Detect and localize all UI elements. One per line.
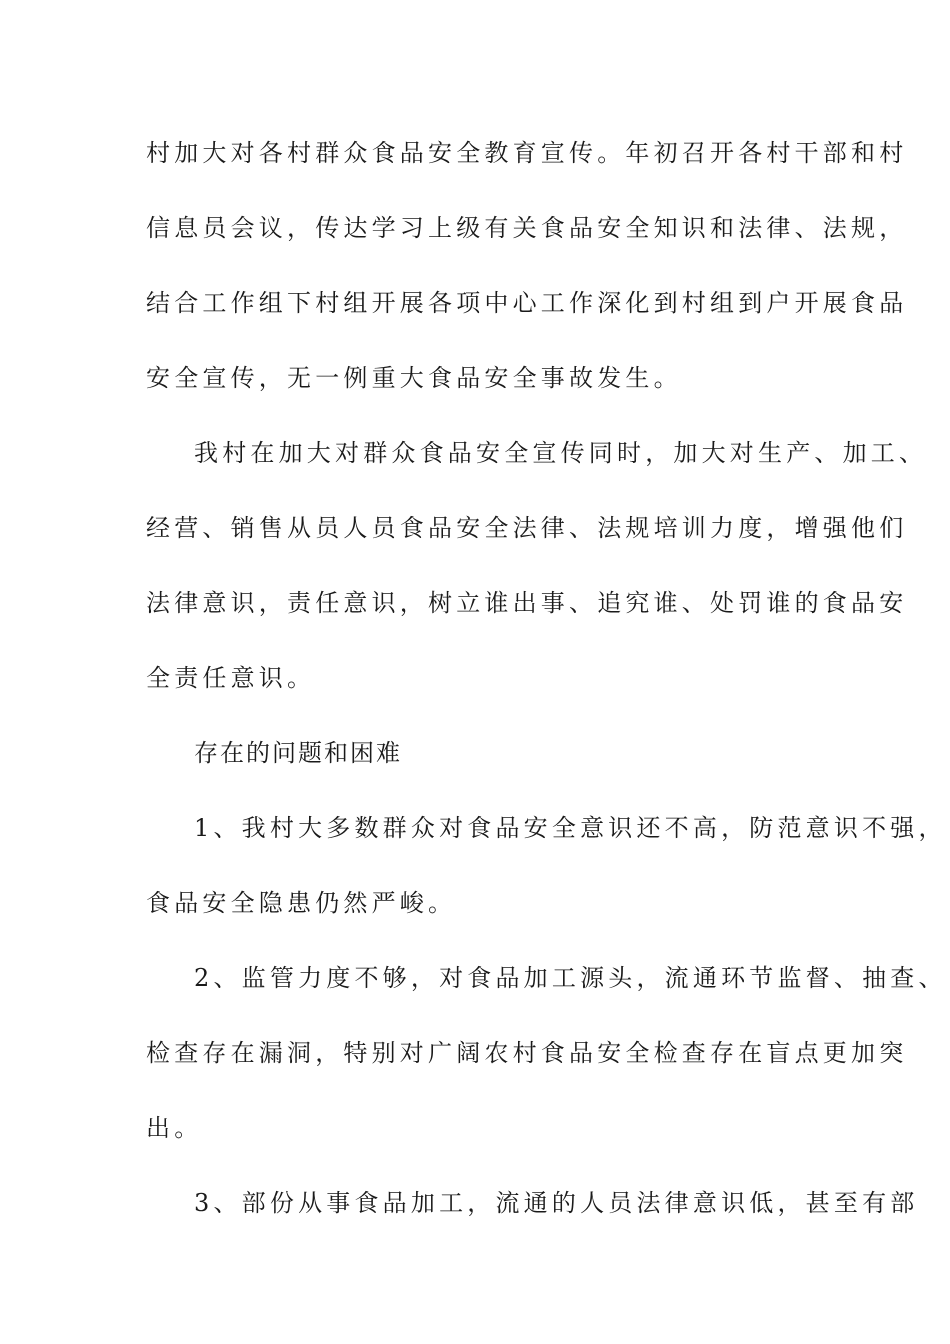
text-line: 全责任意识。	[146, 664, 316, 692]
text-line: 法律意识，责任意识，树立谁出事、追究谁、处罚谁的食品安	[146, 589, 908, 617]
text-line: 村加大对各村群众食品安全教育宣传。年初召开各村干部和村	[146, 139, 908, 167]
text-line: 经营、销售从员人员食品安全法律、法规培训力度，增强他们	[146, 514, 908, 542]
text-line: 出。	[146, 1114, 203, 1142]
text-line: 结合工作组下村组开展各项中心工作深化到村组到户开展食品	[146, 289, 908, 317]
paragraph-first-line: 我村在加大对群众食品安全宣传同时，加大对生产、加工、	[194, 439, 928, 467]
text-line: 安全宣传，无一例重大食品安全事故发生。	[146, 364, 682, 392]
text-line: 信息员会议，传达学习上级有关食品安全知识和法律、法规，	[146, 214, 908, 242]
list-item-1: 1、我村大多数群众对食品安全意识还不高，防范意识不强，	[194, 814, 947, 842]
text-line: 检查存在漏洞，特别对广阔农村食品安全检查存在盲点更加突	[146, 1039, 908, 1067]
list-item-3: 3、部份从事食品加工，流通的人员法律意识低，甚至有部	[194, 1189, 919, 1217]
text-line: 食品安全隐患仍然严峻。	[146, 889, 457, 917]
list-item-2: 2、监管力度不够，对食品加工源头，流通环节监督、抽查、	[194, 964, 947, 992]
section-heading: 存在的问题和困难	[194, 739, 402, 767]
